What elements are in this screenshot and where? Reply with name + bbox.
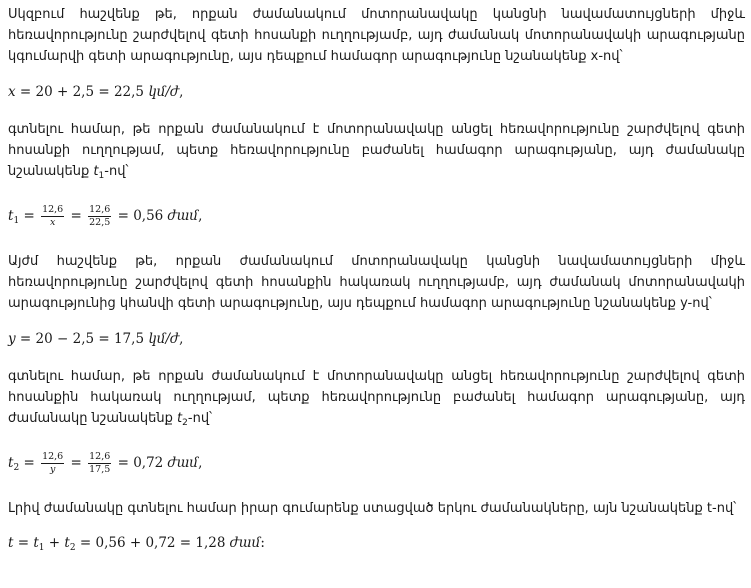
math-expr: = 0,72 <box>113 455 168 471</box>
fraction-numerator: 12,6 <box>42 204 64 215</box>
paragraph-downstream-intro: Սկզբում հաշվենք թե, որքան ժամանակում մոտորանավակը կանցնի նավամատույցների միջև հեռավորությունը շարժվելով գետի հոսանքի ուղղությամբ, այդ ժամանակ մոտորանավակի արագությանը կգումարվի գետի արագությունը, այս դեպքում համագոր արագությունը նշանակենք x-ով՝ <box>8 7 745 64</box>
math-subscript: 2 <box>69 543 76 553</box>
math-subscript: 2 <box>13 463 20 473</box>
fraction <box>41 452 64 475</box>
math-punct: , <box>179 84 184 100</box>
math-var: t <box>33 535 39 551</box>
math-expr: = 0,56 <box>113 208 168 224</box>
fraction <box>88 452 111 475</box>
equation-downstream-time: $t_1$ = $\frac{12,6}{x}$ = $\frac{12,6}{22,5}$ = 0,56 ժամ, <box>8 204 203 228</box>
math-punct: , <box>198 455 203 471</box>
math-expr: = 0,56 + 0,72 = 1,28 <box>75 535 230 551</box>
math-punct: , <box>198 208 203 224</box>
paragraph-text: գտնելու համար, թե որքան ժամանակում է մոտորանավակը անցել հեռավորությունը շարժվելով գետի հոսանքի ուղղությամ, պետք հեռավորությունը բաժանել համագոր արագությանը, այդ ժամանակը նշանակենք <box>8 122 745 179</box>
math-unit: ժամ <box>229 535 261 551</box>
paragraph-tail: -ով՝ <box>187 411 213 426</box>
math-subscript: 1 <box>98 171 105 181</box>
fraction-denominator: 17,5 <box>89 464 111 475</box>
math-var: t <box>64 535 70 551</box>
math-var: t <box>8 208 14 224</box>
math-expr: = 20 + 2,5 = 22,5 <box>15 84 149 100</box>
equation-downstream-speed <box>8 82 745 103</box>
equation-upstream-time: $t_2$ = $\frac{12,6}{y}$ = $\frac{12,6}{17,5}$ = 0,72 ժամ, <box>8 451 203 475</box>
math-expr: = <box>13 535 34 551</box>
fraction-numerator: 12,6 <box>89 451 111 462</box>
paragraph-upstream-intro: Այժմ հաշվենք թե, որքան ժամանակում մոտորանավակը կանցնի նավամատույցների միջև հեռավորությունը շարժվելով գետի հոսանքին հակառակ ուղղությամբ, այդ ժամանակ մոտորանավակի արագությունից կհանվի գետի արագությունը, այս դեպքում համագոր արագությունը նշանակենք y-ով՝ <box>8 254 745 311</box>
fraction <box>88 205 111 228</box>
math-expr: + <box>44 535 65 551</box>
equation-upstream-speed <box>8 329 745 350</box>
paragraph-tail: -ով՝ <box>104 164 129 179</box>
math-var: x <box>8 84 16 100</box>
math-var: t <box>177 411 183 426</box>
fraction-denominator: x <box>49 217 56 228</box>
math-unit: ժամ <box>167 455 199 471</box>
equation-total-time <box>8 533 745 559</box>
fraction-numerator: 12,6 <box>42 451 64 462</box>
math-punct: : <box>260 535 265 551</box>
paragraph-total-time: Լրիվ ժամանակը գտնելու համար իրար գումարենք ստացված երկու ժամանակները, այն նշանակենք t-ով՝ <box>8 501 737 516</box>
math-var: t <box>93 164 99 179</box>
math-subscript: 2 <box>182 418 188 428</box>
math-expr: = 20 − 2,5 = 17,5 <box>15 331 149 347</box>
paragraph-downstream-time <box>8 119 745 187</box>
fraction-numerator: 12,6 <box>89 204 111 215</box>
math-subscript: 1 <box>38 543 45 553</box>
math-unit: ժամ <box>167 208 199 224</box>
fraction-denominator: 22,5 <box>89 217 111 228</box>
math-unit: կմ/ժ <box>148 331 180 347</box>
paragraph-text: գտնելու համար, թե որքան ժամանակում է մոտորանավակը անցել հեռավորությունը շարժվելով գետի հոսանքին հակառակ ուղղությամ, պետք հեռավորությունը բաժանել համագոր արագությանը, այդ ժամանակը նշանակենք <box>8 369 745 426</box>
math-var: t <box>8 455 14 471</box>
math-var: t <box>8 535 14 551</box>
fraction-denominator: y <box>49 464 56 475</box>
math-punct: , <box>179 331 184 347</box>
math-subscript: 1 <box>13 216 20 226</box>
paragraph-upstream-time <box>8 366 745 434</box>
fraction <box>41 205 64 228</box>
math-var: y <box>8 331 16 347</box>
math-unit: կմ/ժ <box>148 84 180 100</box>
